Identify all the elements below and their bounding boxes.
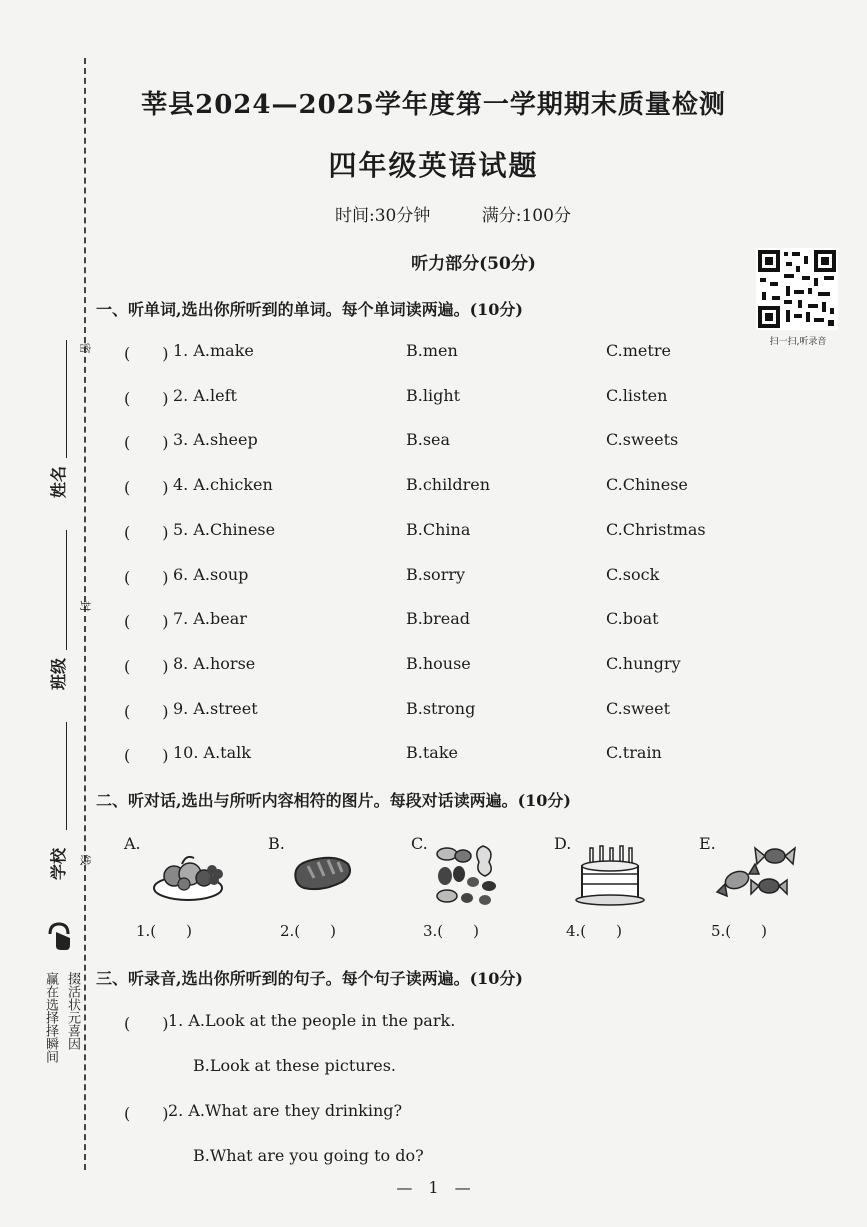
s3-q2-option-b: B.What are you going to do? (193, 1146, 424, 1165)
option-b: B.take (406, 743, 458, 763)
s1-question-row (0, 341, 867, 365)
option-b: B.sea (406, 430, 451, 450)
school-label: 学校 (49, 847, 68, 880)
option-b: B.house (406, 653, 471, 673)
hand-logo-icon (44, 918, 74, 952)
s3-q2-option-a: 2. A.What are they drinking? (168, 1101, 403, 1120)
option-b: B.China (406, 519, 471, 539)
picture-a (124, 834, 234, 940)
picture-c-label: C. (411, 834, 428, 853)
option-c: C.sweet (606, 698, 671, 718)
option-b: B.strong (406, 698, 476, 718)
option-a: 5. A.Chinese (173, 519, 276, 539)
fruit-plate-icon (140, 844, 236, 906)
answer-paren[interactable]: ( ) (124, 478, 169, 498)
page-number: — 1 — (396, 1178, 471, 1197)
answer-paren[interactable]: ( ) (124, 433, 169, 453)
slogan-right: 掇活状元喜因 (65, 972, 80, 1050)
picture-e-label: E. (699, 834, 716, 853)
listening-part-title: 听力部分(50分) (411, 254, 536, 274)
candy-icon (715, 840, 799, 904)
answer-4[interactable]: 4.( ) (566, 922, 623, 940)
picture-d (554, 834, 664, 940)
s1-question-row (0, 654, 867, 678)
answer-paren[interactable]: ( ) (124, 344, 169, 363)
s3-q1-paren[interactable]: ( ) (124, 1014, 169, 1033)
s1-question-row (0, 699, 867, 723)
option-a: 7. A.bear (173, 609, 247, 629)
answer-paren[interactable]: ( ) (124, 388, 169, 408)
section2-heading: 二、听对话,选出与所听内容相符的图片。每段对话读两遍。(10分) (96, 791, 571, 810)
option-c: C.metre (606, 341, 671, 360)
s1-question-row (0, 475, 867, 499)
picture-c (411, 834, 521, 940)
bread-icon (290, 850, 354, 894)
answer-paren[interactable]: ( ) (124, 612, 169, 632)
s3-q2 (124, 1101, 824, 1124)
answer-paren[interactable]: ( ) (124, 567, 169, 587)
s1-question-row (0, 743, 867, 767)
exam-title: 莘县2024—2025学年度第一学期期末质量检测 (141, 90, 726, 120)
seal-mark-mi: 密 (78, 342, 92, 354)
option-c: C.sweets (606, 430, 679, 450)
option-a: 1. A.make (173, 341, 254, 360)
option-c: C.hungry (606, 653, 681, 673)
answer-1[interactable]: 1.( ) (136, 922, 193, 940)
picture-a-label: A. (124, 834, 141, 853)
section1-heading: 一、听单词,选出你所听到的单词。每个单词读两遍。(10分) (96, 300, 523, 319)
s1-question-row (0, 520, 867, 544)
picture-b (268, 834, 378, 940)
option-b: B.children (406, 475, 491, 495)
answer-3[interactable]: 3.( ) (423, 922, 480, 940)
picture-e (699, 834, 809, 940)
picture-b-label: B. (268, 834, 285, 853)
nuts-icon (433, 842, 503, 908)
option-a: 4. A.chicken (173, 475, 273, 495)
option-c: C.sock (606, 564, 660, 584)
option-b: B.sorry (406, 564, 466, 584)
option-c: C.Christmas (606, 519, 706, 539)
s1-question-row (0, 430, 867, 454)
s3-q1-option-a: 1. A.Look at the people in the park. (168, 1011, 456, 1030)
answer-5[interactable]: 5.( ) (711, 922, 768, 940)
option-b: B.men (406, 341, 458, 360)
option-a: 9. A.street (173, 698, 258, 718)
option-a: 8. A.horse (173, 653, 256, 673)
time-limit: 时间:30分钟 (335, 206, 431, 226)
option-b: B.bread (406, 609, 470, 629)
option-c: C.train (606, 743, 662, 763)
answer-paren[interactable]: ( ) (124, 746, 169, 766)
option-c: C.boat (606, 609, 659, 629)
option-a: 2. A.left (173, 385, 237, 405)
option-a: 3. A.sheep (173, 430, 258, 450)
birthday-cake-icon (574, 840, 646, 908)
option-c: C.Chinese (606, 475, 688, 495)
option-b: B.light (406, 385, 461, 405)
option-a: 6. A.soup (173, 564, 249, 584)
section3-heading: 三、听录音,选出你所听到的句子。每个句子读两遍。(10分) (96, 969, 523, 988)
slogan-left: 赢在选择择瞬间 (43, 972, 58, 1063)
school-blank-line (66, 722, 67, 830)
seal-mark-xian: 线 (78, 854, 92, 866)
qr-code-icon (756, 248, 838, 330)
answer-2[interactable]: 2.( ) (280, 922, 337, 940)
seal-mark-feng: 封 (78, 600, 92, 612)
class-label: 班级 (49, 657, 68, 690)
full-score: 满分:100分 (481, 206, 571, 226)
option-c: C.listen (606, 385, 668, 405)
answer-paren[interactable]: ( ) (124, 701, 169, 721)
option-a: 10. A.talk (173, 743, 251, 763)
s1-question-row (0, 386, 867, 410)
s3-q1-option-b: B.Look at these pictures. (193, 1056, 397, 1075)
answer-paren[interactable]: ( ) (124, 522, 169, 542)
s1-question-row (0, 609, 867, 633)
exam-subject: 四年级英语试题 (328, 149, 539, 182)
picture-d-label: D. (554, 834, 572, 853)
s3-q1 (124, 1011, 824, 1034)
s3-q2-paren[interactable]: ( ) (124, 1104, 169, 1123)
exam-meta (335, 201, 617, 226)
name-label: 姓名 (49, 465, 68, 498)
s1-question-row (0, 565, 867, 589)
answer-paren[interactable]: ( ) (124, 656, 169, 676)
qr-caption: 扫一扫,听录音 (769, 337, 827, 347)
